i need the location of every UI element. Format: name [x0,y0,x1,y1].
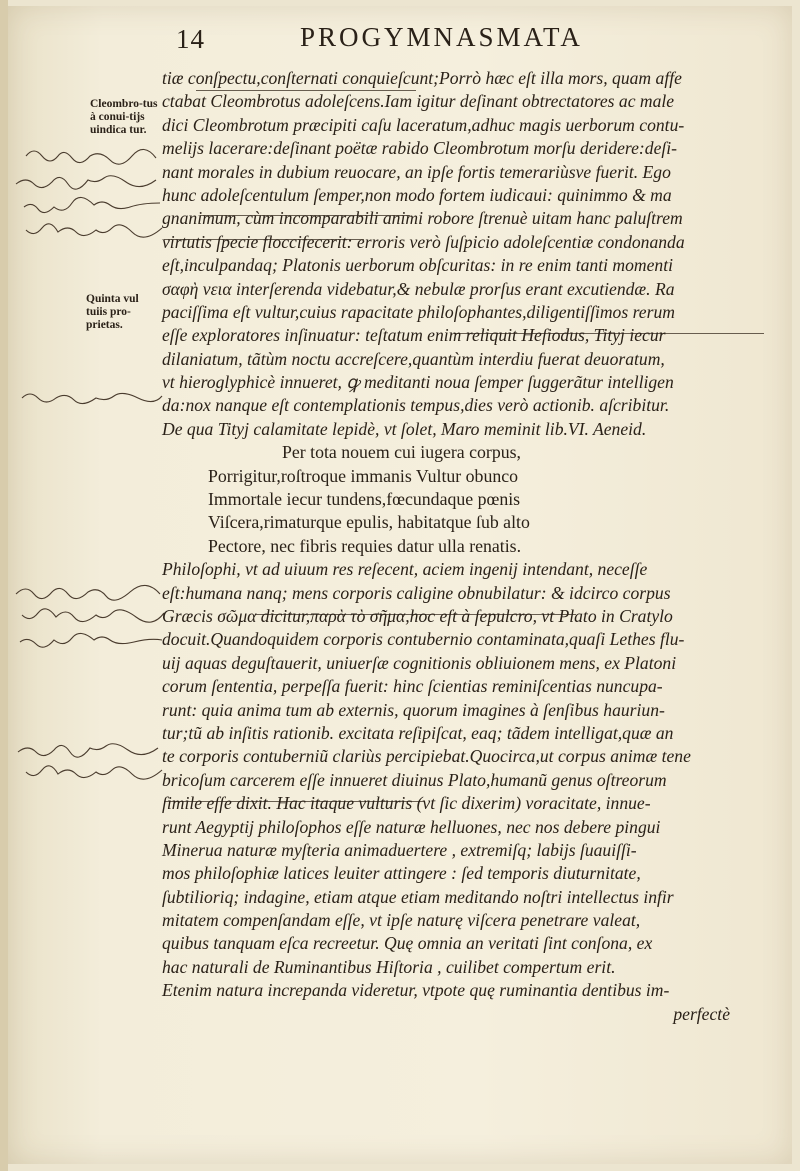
text-line: eſt:humana nanq; mens corporis caligine obnubilatur: & idcirco corpus [162,582,671,603]
handwritten-annotation [14,166,164,192]
handwritten-annotation [20,193,170,219]
text-line: De qua Tityj calamitate lepidè, vt ſolet, Maro meminit lib.VI. Aeneid. [162,418,647,439]
handwritten-annotation [20,218,170,244]
text-line: ſimile eſſe dixit. Hac itaque vulturis (vt ſic dixerim) voracitate, innue- [162,793,651,814]
handwritten-annotation [14,578,164,604]
text-line: hac naturali de Ruminantibus Hiſtoria , cuilibet compertum erit. [162,956,616,977]
handwritten-annotation [16,628,166,654]
verse-line: Pectore, nec fibris requies datur ulla renatis. [208,535,522,556]
verse-line: Per tota nouem cui iugera corpus, [282,442,521,463]
text-line: melijs lacerare:deſinant poëtæ rabido Cleombrotum morſu deridere:deſi- [162,138,678,159]
text-line: hunc adoleſcentulum ſemper,non modo fortem iudicaui: quinimmo & ma [162,184,672,205]
verse-line: Immortale iecur tundens,fœcundaque pœnis [208,489,521,510]
text-line: eſſe exploratores inſinuatur: teſtatum enim reliquit Heſiodus, Tityj iecur [162,325,666,346]
text-line: Græcis σῶμα dicitur,παρὰ τὸ σῆμα,hoc eſt à ſepulcro, vt Plato in Cratylo [162,605,673,626]
text-line: ſubtilioriq; indagine, etiam atque etiam meditando noſtri intellectus infir [162,886,674,907]
text-line: mos philoſophiæ latices leuiter attingere : ſed temporis diuturnitate, [162,863,641,884]
text-line: mitatem compenſandam eſſe, vt ipſe naturę viſcera penetrare valeat, [162,910,641,931]
handwritten-annotation [16,736,166,762]
page-header [0,20,800,60]
catchword: perfectè [673,1003,730,1024]
text-line: tiæ conſpectu,conſternati conquieſcunt;Porrò hæc eſt illa mors, quam affe [162,68,682,88]
handwritten-annotation [18,603,168,629]
text-line: σαφὴ νεια interſerenda videbatur,& nebulæ prorſus erant excutiendæ. Ra [162,278,675,299]
text-line: runt: quia anima tum ab externis, quorum imagines à ſenſibus hauriun- [162,699,665,720]
text-line: dilaniatum, tãtùm noctu accreſcere,quantùm interdiu fuerat deuoratum, [162,348,665,369]
text-line: uij aquas deguſtauerit, uniuerſæ cognitionis obliuionem mens, ex Platoni [162,652,677,673]
text-line: da:nox nanque eſt contemplationis tempus,dies verò actionib. aſcribitur. [162,395,670,416]
text-line: dici Cleombrotum præcipiti caſu laceratum,adhuc magis uerborum contu- [162,114,685,135]
text-line: vt hieroglyphicè innueret, ꝙ meditanti noua ſemper ſuggerãtur intelligen [162,372,674,393]
text-line: Philoſophi, vt ad uiuum res reſecent, aciem ingenij intendant, neceſſe [162,559,648,580]
text-line: te corporis contuberniũ clariùs percipiebat.Quocirca,ut corpus animæ tene [162,746,691,767]
text-line: Etenim natura increpanda videretur, vtpote quę ruminantia dentibus im- [162,980,670,1001]
verse-line: Viſcera,rimaturque epulis, habitatque ſub alto [208,512,530,533]
text-line: gnanimum, cùm incomparabili animi robore ſtrenuè uitam hanc paluſtrem [162,208,683,229]
running-title: PROGYMNASMATA [300,22,583,52]
side-note-quinta: Quinta vul tuiis pro-prietas. [86,293,139,331]
page-number: 14 [176,24,205,54]
side-note-cleombrotus: Cleombro-tus à conui-tijs uindica tur. [90,98,158,136]
text-line: bricoſum carcerem eſſe innueret diuinus Plato,humanũ genus oſtreorum [162,769,667,790]
text-line: quibus tanquam eſca recreetur. Quę omnia an veritati ſint conſona, ex [162,933,653,954]
text-line: tur;tũ ab inſitis rationib. excitata reſipiſcat, eaq; tãdem intelligat,quæ an [162,722,674,743]
main-text [162,67,770,1026]
text-line: ctabat Cleombrotus adoleſcens.Iam igitur deſinant obtrectatores ac male [162,91,675,112]
text-line: nant morales in dubium reuocare, an ipſe fortis temerariùsve fuerit. Ego [162,161,671,182]
text-line: Minerua naturæ myſteria animaduertere , extremiſq; labijs ſuauiſſi- [162,839,637,860]
text-line: paciſſima eſt vultur,cuius rapacitate philoſophantes,diligentiſſimos rerum [162,301,675,322]
handwritten-annotation [18,384,168,410]
handwritten-annotation [22,140,172,166]
text-line: eſt,inculpandaq; Platonis uerborum obſcuritas: in re enim tanti momenti [162,255,673,276]
text-line: corum ſententia, perpeſſa fuerit: hinc ſcientias reminiſcentias nuncupa- [162,676,663,697]
verse-line: Porrigitur,roſtroque immanis Vultur obunco [208,465,519,486]
text-line: virtutis ſpecie floccifecerit: erroris verò ſuſpicio adoleſcentiæ condonanda [162,231,685,252]
text-line: docuit.Quandoquidem corporis contubernio contaminata,quaſi Lethes flu- [162,629,685,650]
text-line: runt Aegyptij philoſophos eſſe naturæ helluones, nec nos debere pingui [162,816,661,837]
page-edge [0,0,8,1171]
handwritten-annotation [20,760,170,786]
